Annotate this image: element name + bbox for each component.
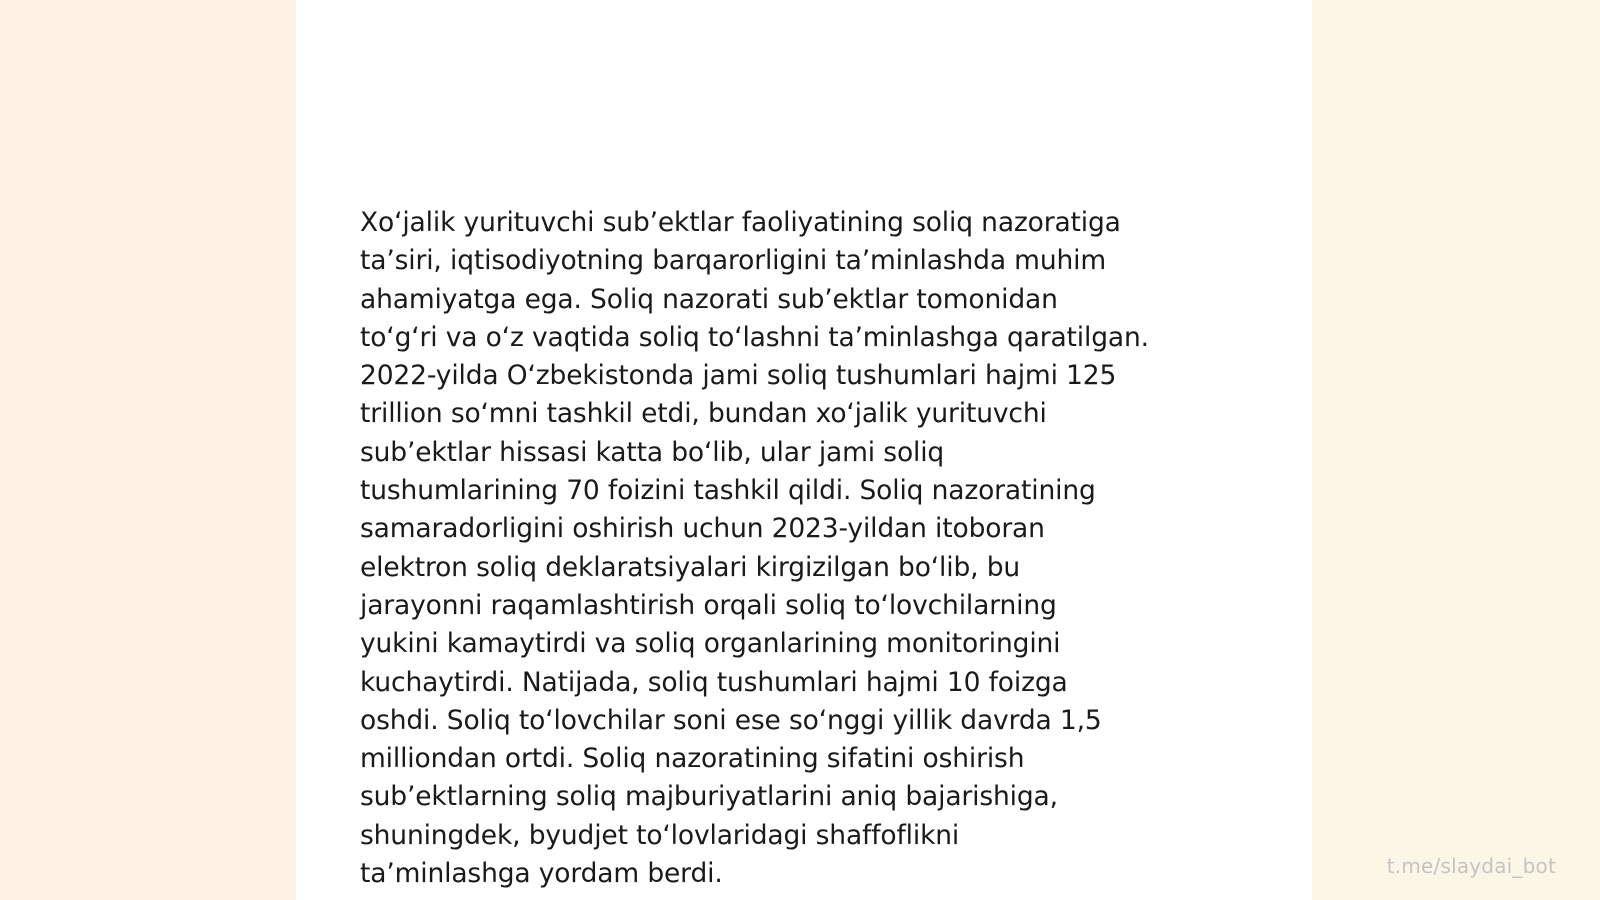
watermark-link: t.me/slaydai_bot (1386, 854, 1556, 878)
background-right-panel (1312, 0, 1600, 900)
slide-page (296, 0, 1312, 900)
slide-body-text: Xo‘jalik yurituvchi sub’ektlar faoliyatining soliq nazoratiga ta’siri, iqtisodiyotning barqarorligini ta’minlashda muhim ahamiyatga ega. Soliq nazorati sub’ektlar tomonidan to‘g‘ri va o‘z vaqtida soliq to‘lashni ta’minlashga qaratilgan. 2022-yilda O‘zbekistonda jami soliq tushumlari hajmi 125 trillion so‘mni tashkil etdi, bundan xo‘jalik yurituvchi sub’ektlar hissasi katta bo‘lib, ular jami soliq tushumlarining 70 foizini tashkil qildi. Soliq nazoratining samaradorligini oshirish uchun 2023-yildan itoboran elektron soliq deklaratsiyalari kirgizilgan bo‘lib, bu jarayonni raqamlashtirish orqali soliq to‘lovchilarning yukini kamaytirdi va soliq organlarining monitoringini kuchaytirdi. Natijada, soliq tushumlari hajmi 10 foizga oshdi. Soliq to‘lovchilar soni ese so‘nggi yillik davrda 1,5 milliondan ortdi. Soliq nazoratining sifatini oshirish sub’ektlarning soliq majburiyatlarini aniq bajarishiga, shuningdek, byudjet to‘lovlaridagi shaffoflikni ta’minlashga yordam berdi. (360, 207, 1149, 890)
background-left-panel (0, 0, 296, 900)
